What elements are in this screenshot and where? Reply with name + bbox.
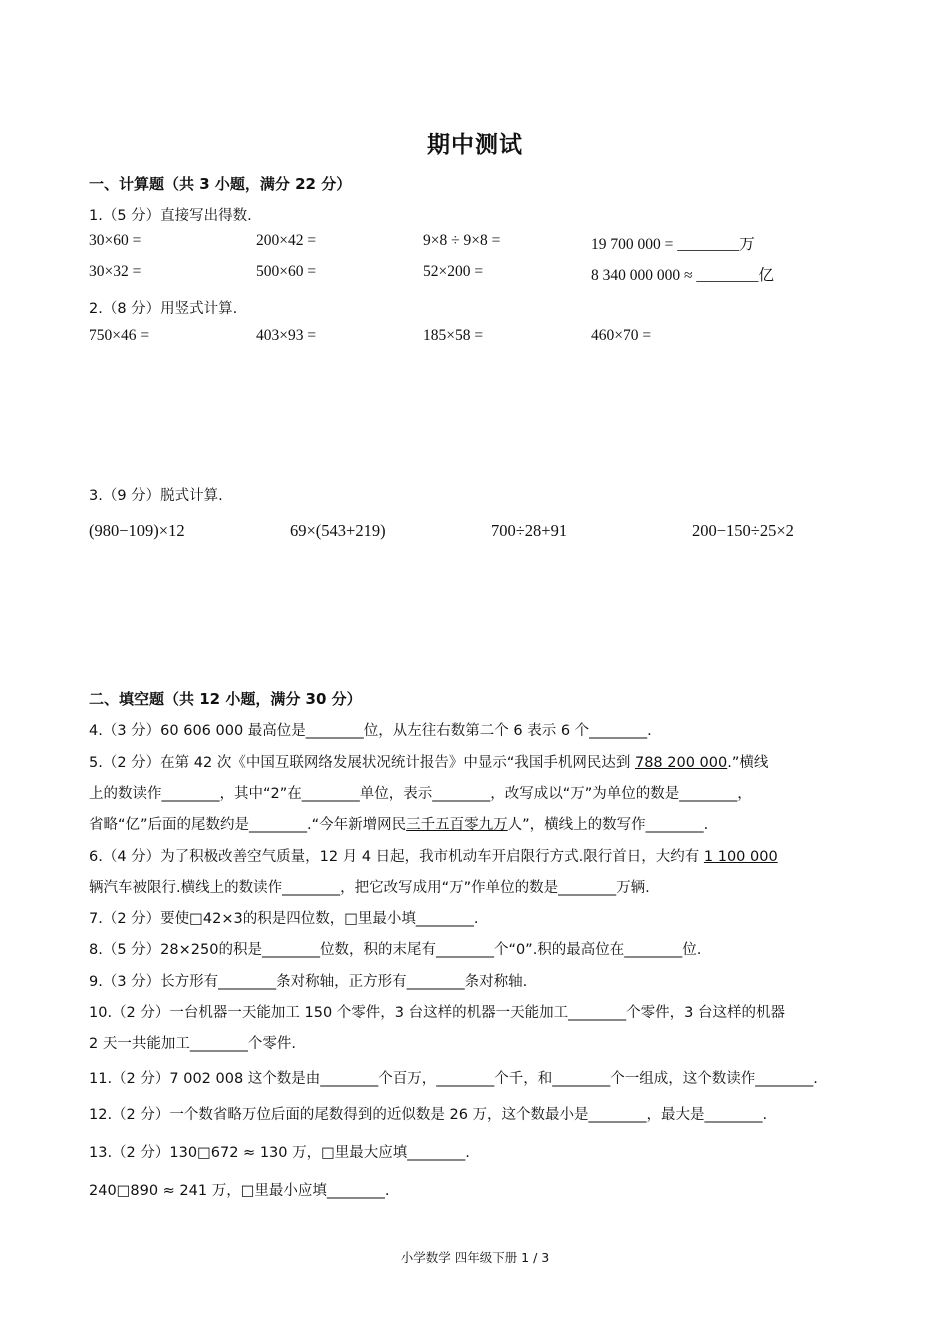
question-1-label: 1.（5 分）直接写出得数. bbox=[89, 208, 252, 224]
q1-item: 30×32 = bbox=[89, 263, 142, 280]
question-10-line-1: 10.（2 分）一台机器一天能加工 150 个零件，3 台这样的机器一天能加工________个零件，3 台这样的机器 bbox=[89, 1005, 785, 1021]
question-9: 9.（3 分）长方形有________条对称轴，正方形有________条对称轴. bbox=[89, 974, 528, 990]
question-11: 11.（2 分）7 002 008 这个数是由________个百万，________个千，和________个一组成，这个数读作________. bbox=[89, 1071, 818, 1087]
q3-item: 700÷28+91 bbox=[491, 521, 568, 540]
page-footer: 小学数学 四年级下册 1 / 3 bbox=[400, 1250, 550, 1265]
q2-item: 185×58 = bbox=[423, 327, 484, 344]
q2-item: 460×70 = bbox=[591, 327, 652, 344]
question-13-line-1: 13.（2 分）130□672 ≈ 130 万，□里最大应填________. bbox=[89, 1145, 470, 1161]
q1-item: 8 340 000 000 ≈ ________亿 bbox=[591, 267, 774, 284]
question-3-label: 3.（9 分）脱式计算. bbox=[89, 488, 223, 504]
q5-underlined-number: 788 200 000 bbox=[634, 755, 728, 771]
question-12: 12.（2 分）一个数省略万位后面的尾数得到的近似数是 26 万，这个数最小是________，最大是________. bbox=[89, 1107, 768, 1123]
q3-item: 69×(543+219) bbox=[290, 521, 386, 540]
q2-item: 750×46 = bbox=[89, 327, 150, 344]
question-10-line-2: 2 天一共能加工________个零件. bbox=[89, 1036, 296, 1052]
q5-underlined-words: 三千五百零九万 bbox=[406, 817, 508, 833]
q5-text: 人”，横线上的数写作________. bbox=[507, 817, 709, 833]
question-4: 4.（3 分）60 606 000 最高位是________位，从左往右数第二个 6 表示 6 个________. bbox=[89, 723, 652, 739]
q5-text: .”横线 bbox=[727, 755, 769, 771]
q1-item: 30×60 = bbox=[89, 232, 142, 249]
q3-item: (980−109)×12 bbox=[89, 521, 185, 540]
question-13-line-2: 240□890 ≈ 241 万，□里最小应填________. bbox=[89, 1183, 390, 1199]
q1-item: 19 700 000 = ________万 bbox=[591, 236, 755, 253]
question-2-label: 2.（8 分）用竖式计算. bbox=[89, 301, 238, 317]
q6-underlined-number: 1 100 000 bbox=[703, 849, 778, 865]
q1-item: 200×42 = bbox=[256, 232, 317, 249]
question-6-line-2: 辆汽车被限行.横线上的数读作________，把它改写成用“万”作单位的数是________万辆. bbox=[89, 880, 650, 896]
q1-item: 52×200 = bbox=[423, 263, 484, 280]
q3-item: 200−150÷25×2 bbox=[692, 521, 794, 540]
page-title: 期中测试 bbox=[427, 132, 523, 158]
question-6-line-1 bbox=[89, 845, 864, 866]
section-heading-fill-in: 二、填空题（共 12 小题，满分 30 分） bbox=[89, 690, 362, 708]
question-7: 7.（2 分）要使□42×3的积是四位数，□里最小填________. bbox=[89, 911, 479, 927]
question-8: 8.（5 分）28×250的积是________位数，积的末尾有________个“0”.积的最高位在________位. bbox=[89, 942, 702, 958]
question-5-line-2: 上的数读作________，其中“2”在________单位，表示________，改写成以“万”为单位的数是________， bbox=[89, 786, 752, 802]
q6-text: 6.（4 分）为了积极改善空气质量，12 月 4 日起，我市机动车开启限行方式.限行首日，大约有 bbox=[89, 849, 704, 865]
q5-text: 5.（2 分）在第 42 次《中国互联网络发展状况统计报告》中显示“我国手机网民达到 bbox=[89, 755, 635, 771]
q5-text: 省略“亿”后面的尾数约是________.“今年新增网民 bbox=[89, 817, 407, 833]
question-5-line-1 bbox=[89, 751, 864, 772]
q2-item: 403×93 = bbox=[256, 327, 317, 344]
q1-item: 9×8 ÷ 9×8 = bbox=[423, 232, 501, 249]
q1-item: 500×60 = bbox=[256, 263, 317, 280]
section-heading-calculation: 一、计算题（共 3 小题，满分 22 分） bbox=[89, 175, 352, 193]
question-5-line-3 bbox=[89, 813, 864, 834]
